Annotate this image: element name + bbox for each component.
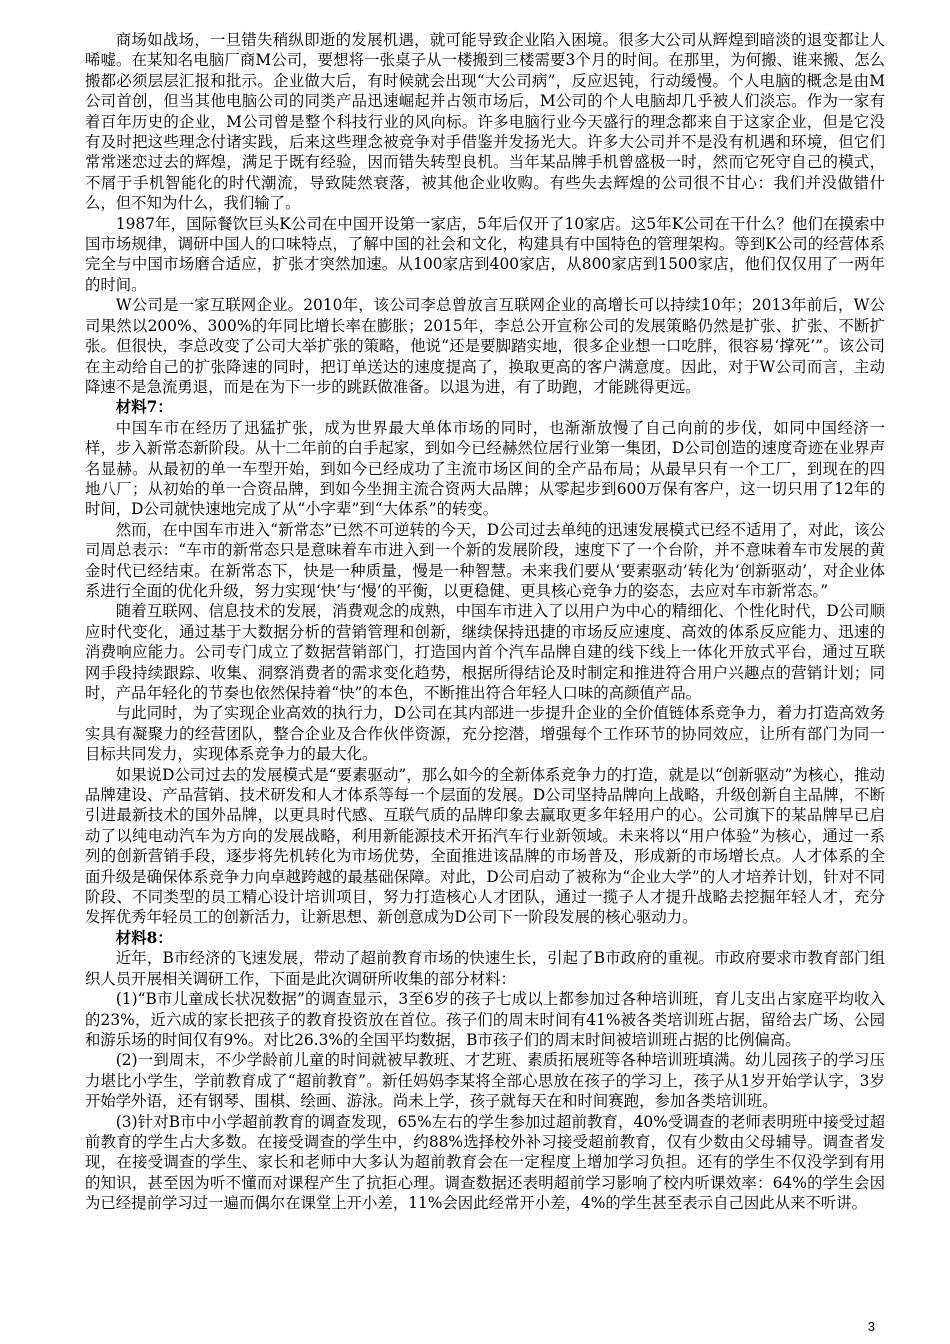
paragraph-company-k: 1987年，国际餐饮巨头K公司在中国开设第一家店，5年后仅开了10家店。这5年K公司在干什么？他们在摸索中国市场规律，调研中国人的口味特点，了解中国的社会和文化，构建具有中国特色的管理架构。等到K公司的经营体系完全与中国市场磨合适应，扩张才突然加速。从100家店到400家店，从800家店到1500家店，他们仅仅用了一两年的时间。 <box>85 214 885 294</box>
paragraph-market-battlefield: 商场如战场，一旦错失稍纵即逝的发展机遇，就可能导致企业陷入困境。很多大公司从辉煌到暗淡的退变都让人唏嘘。在某知名电脑厂商M公司，要想将一张桌子从一楼搬到三楼需要3个月的时间。在那里，为何搬、谁来搬、怎么搬都必须层层汇报和批示。企业做大后，有时候就会出现“大公司病”，反应迟钝，行动缓慢。个人电脑的概念是由M公司首创，但当其他电脑公司的同类产品迅速崛起并占领市场后，M公司的个人电脑却几乎被人们淡忘。作为一家有着百年历史的企业，M公司曾是整个科技行业的风向标。许多电脑行业今天盛行的理念都来自于这家企业，但是它没有及时把这些理念付诸实践，后来这些理念被竞争对手借鉴并发扬光大。许多大公司并不是没有机遇和环境，但它们常常迷恋过去的辉煌，满足于既有经验，因而错失转型良机。当年某品牌手机曾盛极一时，然而它死守自己的模式，不屑于手机智能化的时代潮流，导致陡然衰落，被其他企业收购。有些失去辉煌的公司很不甘心：我们并没做错什么，但不知为什么，我们输了。 <box>85 31 885 213</box>
paragraph-survey-item-3: (3)针对B市中小学超前教育的调查发现，65%左右的学生参加过超前教育，40%受调查的老师表明班中接受过超前教育的学生占大多数。在接受调查的学生中，约88%选择校外补习接受超前教育，仅有少数由父母辅导。调查者发现，在接受调查的学生、家长和老师中大多认为超前教育会在一定程度上增加学习负担。还有的学生不仅没学到有用的知识，甚至因为听不懂而对课程产生了抗拒心理。调查数据还表明超前学习影响了校内听课效率：64%的学生会因为已经提前学习过一遍而偶尔在课堂上开小差，11%会因此经常开小差，4%的学生甚至表示自己因此从来不听讲。 <box>85 1112 885 1213</box>
paragraph-survey-item-1: (1)“B市儿童成长状况数据”的调查显示，3至6岁的孩子七成以上都参加过各种培训班，育儿支出占家庭平均收入的23%，近六成的家长把孩子的教育投资放在首位。孩子们的周末时间有41%被各类培训班占据，留给去广场、公园和游乐场的时间仅有9%。对比26.3%的全国平均数据，B市孩子们的周末时间被培训班占据的比例偏高。 <box>85 990 885 1049</box>
document-page <box>85 30 885 1214</box>
paragraph-new-normal: 然而，在中国车市进入“新常态”已然不可逆转的今天，D公司过去单纯的迅速发展模式已经不适用了，对此，该公司周总表示：“车市的新常态只是意味着车市进入到一个新的发展阶段，速度下了一个台阶，并不意味着车市发展的黄金时代已经结束。在新常态下，快是一种质量，慢是一种智慧。未来我们要从‘要素驱动’转化为‘创新驱动’，对企业体系进行全面的优化升级，努力实现‘快’与‘慢’的平衡，以更稳健、更具核心竞争力的姿态，去应对车市新常态。” <box>85 520 885 600</box>
paragraph-car-market-growth: 中国车市在经历了迅猛扩张，成为世界最大单体市场的同时，也渐渐放慢了自己向前的步伐，如同中国经济一样，步入新常态新阶段。从十二年前的白手起家，到如今已经赫然位居行业第一集团，D公司创造的速度奇迹在业界声名显赫。从最初的单一车型开始，到如今已经成功了主流市场区间的全产品布局；从最早只有一个工厂，到现在的四地八厂；从初始的单一合资品牌，到如今坐拥主流合资两大品牌；从零起步到600万保有客户，这一切只用了12年的时间，D公司就快速地完成了从“小字辈”到“大体系”的转变。 <box>85 418 885 519</box>
paragraph-early-education-intro: 近年，B市经济的飞速发展，带动了超前教育市场的快速生长，引起了B市政府的重视。市政府要求市教育部门组织人员开展相关调研工作，下面是此次调研所收集的部分材料： <box>85 949 885 988</box>
heading-material-8: 材料8： <box>115 928 173 947</box>
paragraph-internet-era: 随着互联网、信息技术的发展，消费观念的成熟，中国车市进入了以用户为中心的精细化、个性化时代，D公司顺应时代变化，通过基于大数据分析的营销管理和创新，继续保持迅捷的市场反应速度、高效的体系反应能力、迅速的消费响应能力。公司专门成立了数据营销部门，打造国内首个汽车品牌自建的线下线上一体化开放式平台，通过互联网手段持续跟踪、收集、洞察消费者的需求变化趋势，根据所得结论及时制定和推进符合用户兴趣点的营销计划；同时，产品年轻化的节奏也依然保持着“快”的本色，不断推出符合年轻人口味的高颜值产品。 <box>85 602 885 702</box>
paragraph-survey-item-2: (2)一到周末，不少学龄前儿童的时间就被早教班、才艺班、素质拓展班等各种培训班填满。幼儿园孩子的学习压力堪比小学生，学前教育成了“超前教育”。新任妈妈李某将全部心思放在孩子的学习上，孩子从1岁开始学认字，3岁开始学外语，还有钢琴、围棋、绘画、游泳。尚未上学，孩子就每天在和时间赛跑，参加各类培训班。 <box>85 1051 885 1111</box>
heading-material-7: 材料7： <box>115 398 173 417</box>
paragraph-company-w: W公司是一家互联网企业。2010年，该公司李总曾放言互联网企业的高增长可以持续10年；2013年前后，W公司果然以200%、300%的年同比增长率在膨胀；2015年，李总公开宣称公司的发展策略仍然是扩张、扩张、不断扩张。但很快，李总改变了公司大举扩张的策略，他说“还是要脚踏实地，很多企业想一口吃胖，很容易‘撑死’”。该公司在主动给自己的扩张降速的同时，把订单送达的速度提高了，换取更高的客户满意度。因此，对于W公司而言，主动降速不是急流勇退，而是在为下一步的跳跃做准备。以退为进，有了助跑，才能跳得更远。 <box>85 296 885 396</box>
page-number: 3 <box>867 1319 875 1334</box>
paragraph-innovation-driven: 如果说D公司过去的发展模式是“要素驱动”，那么如今的全新体系竞争力的打造，就是以“创新驱动”为核心，推动品牌建设、产品营销、技术研发和人才体系等每一个层面的发展。D公司坚持品牌向上战略，升级创新自主品牌，不断引进最新技术的国外品牌，以更具时代感、互联气质的品牌印象去赢取更多年轻用户的心。公司旗下的某品牌早已启动了以纯电动汽车为方向的发展战略，利用新能源技术开拓汽车行业新领域。未来将以“用户体验”为核心，通过一系列的创新营销手段，逐步将先机转化为市场优势，全面推进该品牌的市场普及，形成新的市场增长点。人才体系的全面升级是确保体系竞争力向卓越跨越的最基础保障。对此，D公司启动了被称为“企业大学”的人才培养计划，针对不同阶段、不同类型的员工精心设计培训项目，努力打造核心人才团队，通过一揽子人才提升战略去挖掘年轻人才，充分发挥优秀年轻员工的创新活力，让新思想、新创意成为D公司下一阶段发展的核心驱动力。 <box>85 765 885 927</box>
paragraph-execution: 与此同时，为了实现企业高效的执行力，D公司在其内部进一步提升企业的全价值链体系竞争力，着力打造高效务实具有凝聚力的经营团队，整合企业及合作伙伴资源，充分挖潜，增强每个工作环节的协同效应，让所有部门为同一目标共同发力，实现体系竞争力的最大化。 <box>85 704 885 764</box>
